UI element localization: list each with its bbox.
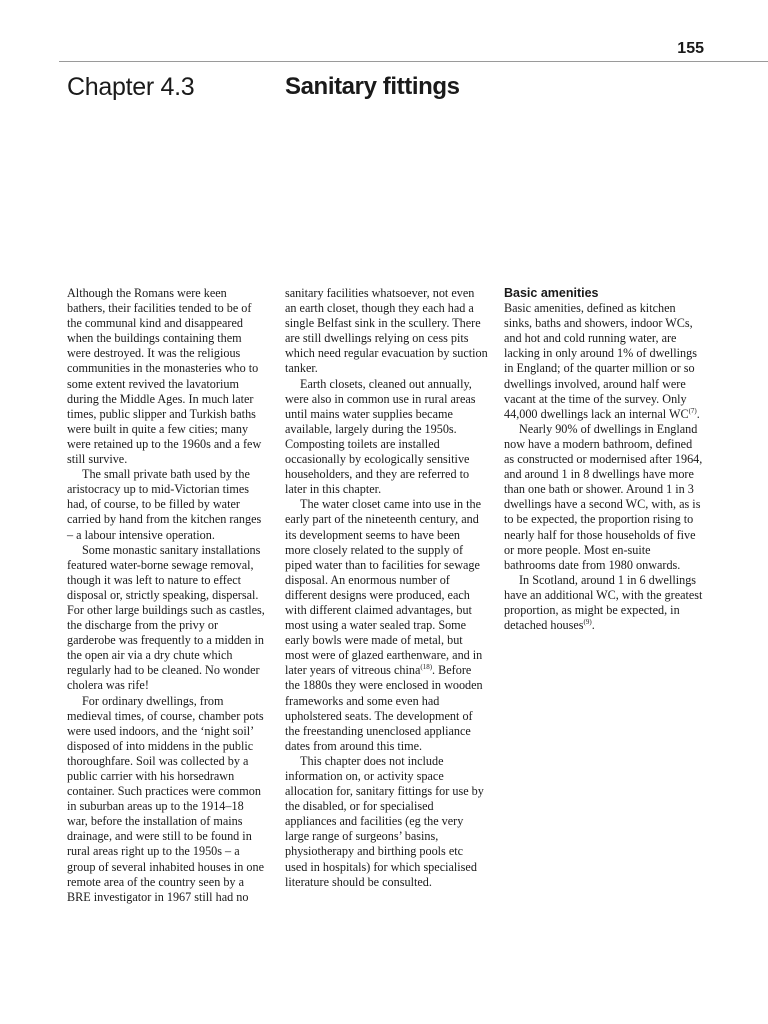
paragraph-text: . [696,406,700,421]
page-number: 155 [677,40,704,57]
chapter-label: Chapter 4.3 [67,73,195,101]
section-heading: Basic amenities [504,286,599,300]
reference-marker: (7) [688,406,697,415]
paragraph: Although the Romans were keen bathers, their facilities tended to be of the communal kind and disappeared when the buildings containing them were destroyed. It was the religious communities in the monasteries who to some extent revived the lavatorium during the Middle Ages. In much later times, public slipper and Turkish baths were built in quite a few cities; many were retained up to the 1960s and a few still survive. [67,286,262,467]
paragraph-text: . Before the 1880s they were enclosed in wooden frameworks and some even had upholstered seats. The development of the freestanding unenclosed appliance dates from around this time. [285,663,483,753]
paragraph: sanitary facilities whatsoever, not even an earth closet, though they each had a single Belfast sink in the scullery. There are still dwellings relying on cess pits which need regular evacuation by suction tanker. [285,286,488,376]
paragraph: The small private bath used by the aristocracy up to mid-Victorian times had, of course, to be filled by water carried by hand from the kitchen ranges – a labour intensive operation. [67,467,262,542]
paragraph: Earth closets, cleaned out annually, were also in common use in rural areas until mains water supplies became available, largely during the 1950s. Composting toilets are installed occasionally by ecologically sensitive householders, and they are referred to later in this chapter. [285,376,476,497]
chapter-title: Sanitary fittings [285,73,460,100]
paragraph-text: The water closet came into use in the early part of the nineteenth century, and its development seems to have been more closely related to the supply of piped water than to facilities for sewage disposal. An enormous number of different designs were produced, each with different claimed advantages, but most using a water sealed trap. Some early bowls were made of metal, but most were of glazed earthenware, and in later years of vitreous china [285,497,483,678]
paragraph-text: . [591,618,595,633]
paragraph [285,497,488,754]
paragraph: Some monastic sanitary installations featured water-borne sewage removal, though it was left to nature to effect disposal or, strictly speaking, dispersal. For other large buildings such as castles, the discharge from the privy or garderobe was frequently to a midden in the open air via a dry chute which regularly had to be cleaned. No wonder cholera was rife! [67,542,265,693]
paragraph [504,301,704,422]
paragraph: For ordinary dwellings, from medieval times, of course, chamber pots were used indoors, and the ‘night soil’ disposed of into middens in the public thoroughfare. Soil was collected by a public carrier with his horsedrawn container. Such practices were common in suburban areas up to the 1914–18 war, before the installation of mains drainage, and were still to be found in rural areas right up to the 1950s – a group of several inhabited houses in one remote area of the country seen by a BRE investigator in 1967 still had no [67,693,264,904]
paragraph [504,573,704,633]
text-column-1 [67,286,266,905]
text-column-2 [285,286,488,890]
reference-marker: (18) [420,663,433,672]
reference-marker: (9) [583,618,592,627]
paragraph: This chapter does not include information on, or activity space allocation for, sanitary fittings for use by the disabled, or for specialised appliances and facilities (eg the very large range of surgeons’ basins, physiotherapy and birthing pools etc used in hospitals) for which specialised literature should be consulted. [285,753,484,889]
header-rule [59,61,768,62]
text-column-3 [504,286,704,633]
paragraph: Nearly 90% of dwellings in England now have a modern bathroom, defined as constructed or modernised after 1964, and around 1 in 8 dwellings have more than one bath or shower. Around 1 in 3 dwellings have a second WC, with, as is to be expected, the proportion rising to nearly half for those households of five or more people. Most en-suite bathrooms date from 1980 onwards. [504,421,703,572]
paragraph-text: Basic amenities, defined as kitchen sinks, baths and showers, indoor WCs, and hot and cold running water, are lacking in only around 1% of dwellings in England; of the quarter million or so dwellings involved, around half were vacant at the time of the survey. Only 44,000 dwellings lack an internal WC [504,301,697,421]
paragraph-text: In Scotland, around 1 in 6 dwellings have an additional WC, with the greatest proportion, as might be expected, in detached houses [504,572,703,633]
